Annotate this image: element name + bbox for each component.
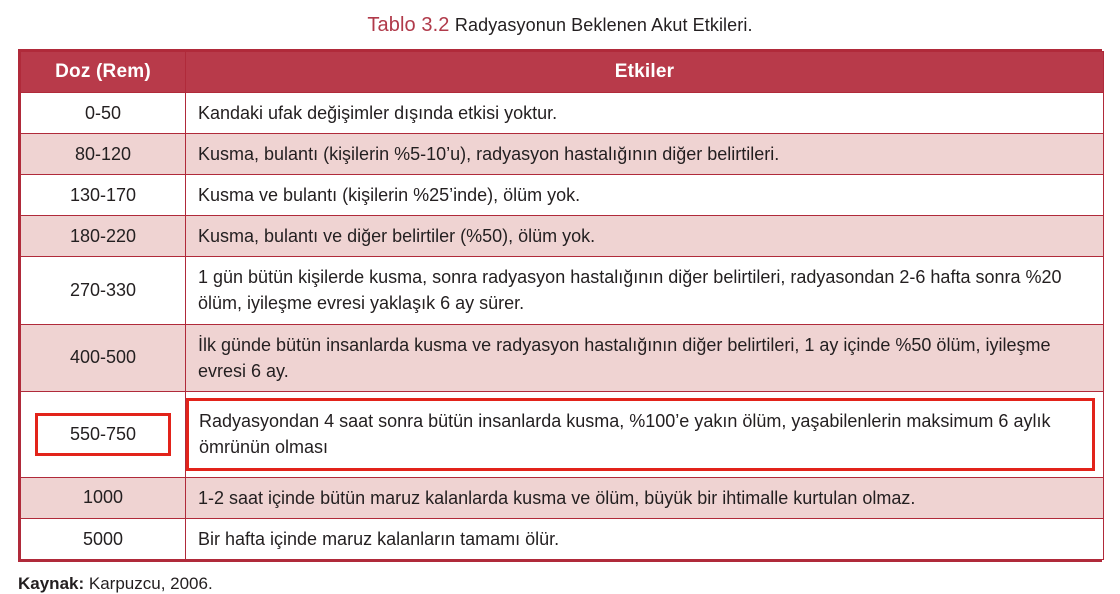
table-row (21, 134, 1104, 175)
cell-dose: 5000 (21, 519, 186, 560)
cell-dose: 1000 (21, 477, 186, 518)
cell-effects: 1-2 saat içinde bütün maruz kalanlarda kusma ve ölüm, büyük bir ihtimalle kurtulan olmaz. (186, 477, 1104, 518)
cell-dose: 80-120 (21, 134, 186, 175)
table-caption (0, 0, 1120, 49)
cell-dose: 270-330 (21, 257, 186, 324)
cell-dose-highlighted (21, 391, 186, 477)
table-caption-label: Tablo 3.2 (367, 14, 450, 36)
cell-effects: İlk günde bütün insanlarda kusma ve radyasyon hastalığının diğer belirtileri, 1 ay içinde %50 ölüm, iyileşme evresi 6 ay. (186, 324, 1104, 391)
table-row-highlighted (21, 391, 1104, 477)
cell-effects: Kusma ve bulantı (kişilerin %25’inde), ölüm yok. (186, 175, 1104, 216)
table-row (21, 93, 1104, 134)
cell-effects-highlighted (186, 391, 1104, 477)
highlight-box-dose: 550-750 (35, 413, 171, 456)
table-row (21, 175, 1104, 216)
column-header-dose: Doz (Rem) (21, 52, 186, 93)
table-row (21, 257, 1104, 324)
cell-effects: Kusma, bulantı ve diğer belirtiler (%50), ölüm yok. (186, 216, 1104, 257)
column-header-effects: Etkiler (186, 52, 1104, 93)
table-row (21, 519, 1104, 560)
table-row (21, 216, 1104, 257)
highlight-box-effects: Radyasyondan 4 saat sonra bütün insanlarda kusma, %100’e yakın ölüm, yaşabilenlerin maksimum 6 aylık ömrünün olması (186, 398, 1095, 471)
cell-effects: Bir hafta içinde maruz kalanların tamamı ölür. (186, 519, 1104, 560)
table-caption-text: Radyasyonun Beklenen Akut Etkileri. (454, 15, 753, 35)
cell-effects: Kusma, bulantı (kişilerin %5-10’u), radyasyon hastalığının diğer belirtileri. (186, 134, 1104, 175)
source-text: Karpuzcu, 2006. (88, 574, 213, 594)
table-row (21, 324, 1104, 391)
cell-dose: 400-500 (21, 324, 186, 391)
acute-effects-table (20, 51, 1104, 560)
cell-dose: 180-220 (21, 216, 186, 257)
cell-dose: 0-50 (21, 93, 186, 134)
table-body (21, 93, 1104, 560)
cell-dose: 130-170 (21, 175, 186, 216)
table-header-row (21, 52, 1104, 93)
source-label: Kaynak: (18, 574, 85, 594)
cell-effects: Kandaki ufak değişimler dışında etkisi yoktur. (186, 93, 1104, 134)
table-row (21, 477, 1104, 518)
table-head (21, 52, 1104, 93)
source-note (18, 574, 1120, 594)
cell-effects: 1 gün bütün kişilerde kusma, sonra radyasyon hastalığının diğer belirtileri, radyasondan 2-6 hafta sonra %20 ölüm, iyileşme evresi yaklaşık 6 ay sürer. (186, 257, 1104, 324)
table-container (18, 49, 1102, 562)
